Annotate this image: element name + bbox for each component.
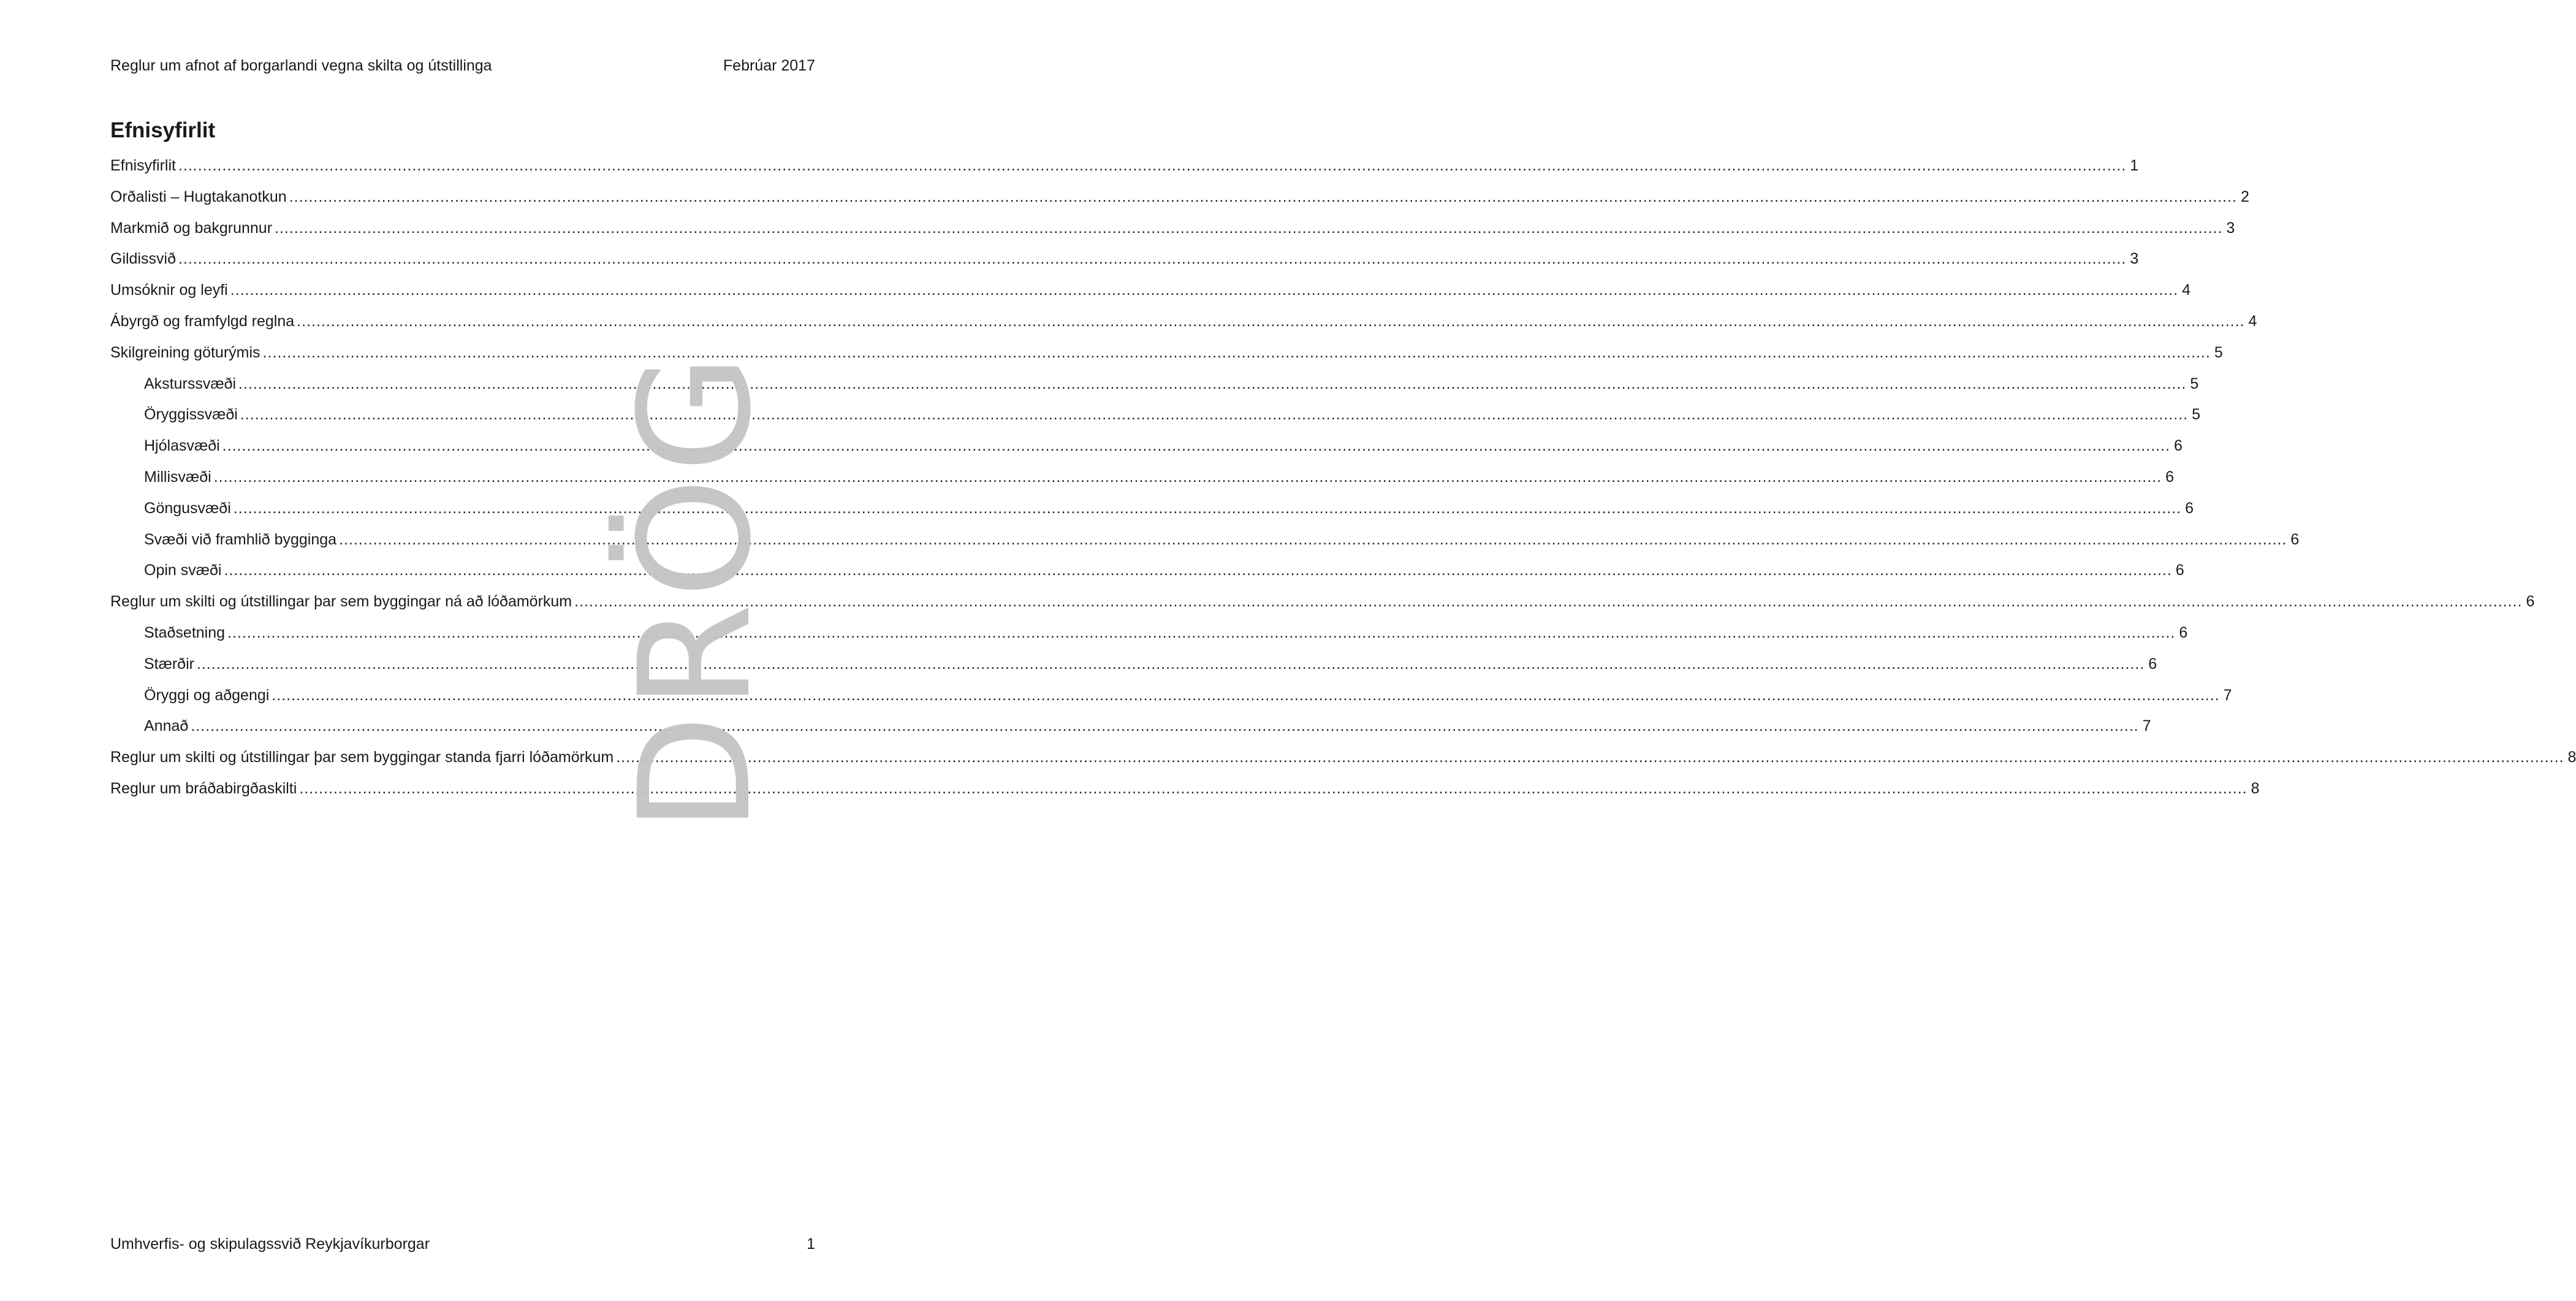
toc-entry[interactable]: [110, 181, 2249, 213]
toc-entry-label: Orðalisti – Hugtakanotkun: [110, 188, 287, 205]
toc-entry-page: 6: [2175, 562, 2184, 579]
toc-entry-page: 5: [2192, 406, 2201, 424]
toc-dot-leader: ................................................................................................................................................................................................................................................................................................................................................................................................................: [240, 406, 2189, 424]
footer-page-number: 1: [807, 1235, 815, 1253]
toc-dot-leader: ................................................................................................................................................................................................................................................................................................................................................................................................................: [230, 281, 2179, 299]
toc-entry[interactable]: [110, 524, 2300, 555]
toc-dot-leader: ................................................................................................................................................................................................................................................................................................................................................................................................................: [262, 343, 2211, 361]
toc-dot-leader: ................................................................................................................................................................................................................................................................................................................................................................................................................: [275, 219, 2223, 237]
toc-dot-leader: ................................................................................................................................................................................................................................................................................................................................................................................................................: [289, 188, 2237, 205]
toc-entry-label: Öryggi og aðgengi: [144, 686, 270, 704]
toc-entry-label: Göngusvæði: [144, 499, 231, 517]
toc-entry-page: 4: [2182, 281, 2190, 299]
toc-entry-label: Aksturssvæði: [144, 375, 237, 392]
toc-entry-label: Öryggissvæði: [144, 406, 238, 424]
toc-entry-page: 6: [2526, 593, 2535, 611]
toc-dot-leader: ................................................................................................................................................................................................................................................................................................................................................................................................................: [616, 749, 2564, 766]
footer-organization: Umhverfis- og skipulagssvið Reykjavíkurborgar: [110, 1235, 430, 1253]
toc-dot-leader: ................................................................................................................................................................................................................................................................................................................................................................................................................: [238, 375, 2187, 392]
toc-entry[interactable]: [110, 150, 2139, 181]
toc-entry-label: Skilgreining göturýmis: [110, 343, 260, 361]
toc-entry-page: 7: [2223, 686, 2232, 704]
toc-entry-label: Staðsetning: [144, 624, 226, 641]
toc-entry-page: 5: [2214, 343, 2223, 361]
toc-entry[interactable]: [110, 243, 2139, 275]
toc-entry[interactable]: [110, 430, 2183, 462]
toc-entry-label: Reglur um skilti og útstillingar þar sem byggingar ná að lóðamörkum: [110, 593, 572, 611]
toc-entry-label: Reglur um skilti og útstillingar þar sem byggingar standa fjarri lóðamörkum: [110, 749, 614, 766]
toc-entry-page: 6: [2148, 655, 2157, 673]
toc-entry[interactable]: [110, 586, 2535, 617]
toc-dot-leader: ................................................................................................................................................................................................................................................................................................................................................................................................................: [178, 157, 2127, 174]
document-title: Reglur um afnot af borgarlandi vegna skilta og útstillinga: [110, 57, 492, 74]
toc-entry[interactable]: [110, 368, 2199, 400]
toc-entry[interactable]: [110, 275, 2190, 306]
toc-entry-page: 6: [2179, 624, 2188, 641]
toc-entry-label: Efnisyfirlit: [110, 157, 176, 174]
toc-entry-label: Stærðir: [144, 655, 194, 673]
toc-entry-page: 3: [2226, 219, 2235, 237]
toc-dot-leader: ................................................................................................................................................................................................................................................................................................................................................................................................................: [178, 250, 2127, 268]
toc-entry-label: Opin svæði: [144, 562, 222, 579]
toc-dot-leader: ................................................................................................................................................................................................................................................................................................................................................................................................................: [227, 624, 2176, 641]
toc-entry-page: 7: [2142, 717, 2151, 735]
toc-entry-label: Markmið og bakgrunnur: [110, 219, 273, 237]
toc-dot-leader: ................................................................................................................................................................................................................................................................................................................................................................................................................: [196, 655, 2145, 673]
toc-entry[interactable]: [110, 462, 2174, 493]
document-date: Febrúar 2017: [723, 57, 815, 74]
toc-entry-page: 8: [2567, 749, 2576, 766]
toc-entry[interactable]: [110, 680, 2232, 711]
toc-entry-page: 6: [2174, 437, 2183, 455]
toc-entry-label: Umsóknir og leyfi: [110, 281, 228, 299]
toc-dot-leader: ................................................................................................................................................................................................................................................................................................................................................................................................................: [574, 593, 2523, 611]
toc-heading: Efnisyfirlit: [110, 118, 216, 142]
toc-entry[interactable]: [110, 213, 2235, 244]
toc-entry-page: 6: [2290, 530, 2300, 548]
toc-entry[interactable]: [110, 555, 2184, 586]
toc-entry-page: 1: [2130, 157, 2139, 174]
toc-dot-leader: ................................................................................................................................................................................................................................................................................................................................................................................................................: [339, 530, 2287, 548]
toc-dot-leader: ................................................................................................................................................................................................................................................................................................................................................................................................................: [191, 717, 2139, 735]
toc-entry-page: 6: [2165, 468, 2174, 486]
toc-entry[interactable]: [110, 306, 2257, 337]
toc-entry-label: Hjólasvæði: [144, 437, 220, 455]
page-footer: [110, 1234, 815, 1254]
toc-entry-label: Annað: [144, 717, 189, 735]
draft-watermark: DRÖG: [606, 349, 785, 833]
toc-dot-leader: ................................................................................................................................................................................................................................................................................................................................................................................................................: [213, 468, 2162, 486]
toc-entry[interactable]: [110, 617, 2188, 649]
toc-entry-label: Reglur um bráðabirgðaskilti: [110, 779, 297, 797]
toc-entry[interactable]: [110, 773, 2260, 804]
toc-entry-page: 4: [2248, 312, 2257, 330]
toc-entry[interactable]: [110, 711, 2151, 742]
toc-entry-label: Millisvæði: [144, 468, 211, 486]
toc-dot-leader: ................................................................................................................................................................................................................................................................................................................................................................................................................: [272, 686, 2220, 704]
toc-entry-label: Svæði við framhlið bygginga: [144, 530, 337, 548]
toc-dot-leader: ................................................................................................................................................................................................................................................................................................................................................................................................................: [224, 562, 2172, 579]
table-of-contents: [110, 150, 2576, 804]
toc-entry[interactable]: [110, 399, 2201, 430]
toc-entry-label: Ábyrgð og framfylgd reglna: [110, 312, 295, 330]
toc-entry[interactable]: [110, 649, 2157, 680]
toc-entry-page: 2: [2241, 188, 2249, 205]
toc-entry[interactable]: [110, 337, 2223, 368]
toc-entry-page: 6: [2185, 499, 2194, 517]
toc-dot-leader: ................................................................................................................................................................................................................................................................................................................................................................................................................: [233, 499, 2182, 517]
toc-dot-leader: ................................................................................................................................................................................................................................................................................................................................................................................................................: [222, 437, 2170, 455]
toc-entry-label: Gildissvið: [110, 250, 176, 268]
page-header: [110, 55, 815, 76]
toc-entry-page: 8: [2251, 779, 2260, 797]
toc-dot-leader: ................................................................................................................................................................................................................................................................................................................................................................................................................: [297, 312, 2245, 330]
toc-entry[interactable]: [110, 742, 2576, 773]
toc-entry-page: 3: [2130, 250, 2139, 268]
toc-entry[interactable]: [110, 493, 2194, 524]
toc-entry-page: 5: [2190, 375, 2199, 392]
toc-dot-leader: ................................................................................................................................................................................................................................................................................................................................................................................................................: [299, 779, 2247, 797]
